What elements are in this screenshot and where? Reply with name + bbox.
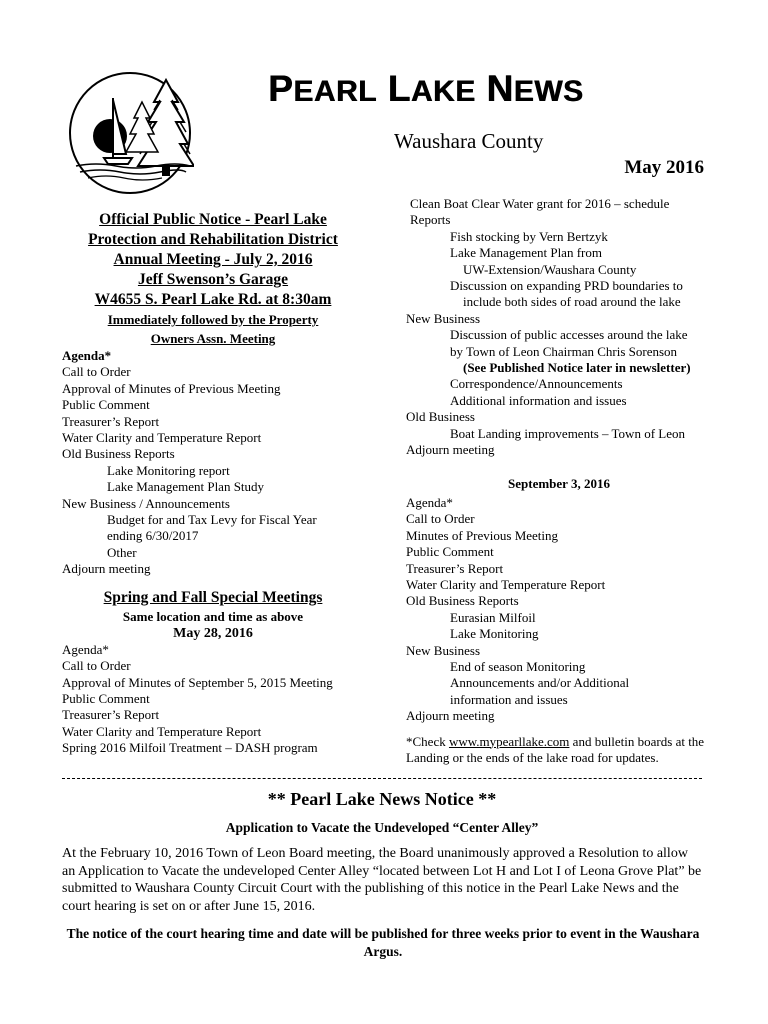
agenda-item: Fish stocking by Vern Bertzyk bbox=[450, 228, 608, 244]
notice-subtitle-line: Immediately followed by the Property bbox=[107, 312, 319, 327]
website-link[interactable]: www.mypearllake.com bbox=[448, 733, 570, 749]
agenda-item: Agenda* bbox=[62, 641, 109, 657]
title-letter: P bbox=[268, 68, 294, 109]
agenda-item: Public Comment bbox=[62, 690, 150, 706]
title-part: EARL bbox=[293, 75, 377, 108]
agenda-item: Treasurer’s Report bbox=[406, 560, 504, 576]
agenda-item: End of season Monitoring bbox=[450, 658, 586, 674]
agenda-item: Water Clarity and Temperature Report bbox=[406, 576, 606, 592]
agenda-item: Public Comment bbox=[62, 397, 150, 413]
agenda-item: Spring 2016 Milfoil Treatment – DASH program bbox=[62, 740, 318, 756]
title-letter: L bbox=[387, 68, 411, 109]
agenda-item: UW-Extension/Waushara County bbox=[463, 261, 637, 277]
agenda-item: ending 6/30/2017 bbox=[107, 528, 199, 544]
updates-note-prefix: *Check bbox=[406, 733, 449, 749]
news-notice-subtitle: Application to Vacate the Undeveloped “Center Alley” bbox=[225, 820, 539, 835]
special-meetings-title: Spring and Fall Special Meetings bbox=[103, 588, 323, 606]
agenda-item: Correspondence/Announcements bbox=[450, 376, 623, 392]
lake-logo-icon bbox=[66, 70, 194, 196]
agenda-item: Minutes of Previous Meeting bbox=[406, 527, 559, 543]
agenda-item: Adjourn meeting bbox=[62, 561, 151, 577]
agenda-item: Adjourn meeting bbox=[406, 708, 495, 724]
agenda-item: Eurasian Milfoil bbox=[450, 609, 536, 625]
may-agenda-continued bbox=[406, 196, 712, 459]
county-name: Waushara County bbox=[394, 129, 544, 153]
annual-meeting-agenda bbox=[62, 364, 364, 577]
agenda-item: Lake Management Plan Study bbox=[107, 479, 265, 495]
official-notice-title bbox=[62, 210, 364, 310]
right-column bbox=[406, 196, 712, 766]
agenda-item: include both sides of road around the lake bbox=[463, 294, 681, 310]
agenda-item: Call to Order bbox=[406, 511, 475, 527]
title-letter: N bbox=[486, 68, 514, 109]
agenda-item: Lake Management Plan from bbox=[450, 245, 602, 261]
left-column bbox=[62, 210, 364, 757]
agenda-item: Treasurer’s Report bbox=[62, 707, 160, 723]
newsletter-title bbox=[268, 68, 708, 110]
agenda-item: Other bbox=[107, 544, 137, 560]
agenda-item: Boat Landing improvements – Town of Leon bbox=[450, 425, 685, 441]
agenda-item: Lake Monitoring bbox=[450, 626, 539, 642]
title-part: EWS bbox=[513, 75, 584, 108]
agenda-item: by Town of Leon Chairman Chris Sorenson bbox=[450, 343, 678, 359]
agenda-item: Reports bbox=[410, 212, 451, 228]
agenda-item: Call to Order bbox=[62, 364, 131, 380]
special-meetings-subtitle: Same location and time as above bbox=[122, 608, 304, 624]
agenda-item: Discussion of public accesses around the lake bbox=[450, 327, 688, 343]
agenda-item: Agenda* bbox=[406, 494, 453, 510]
agenda-item: Approval of Minutes of September 5, 2015 Meeting bbox=[62, 674, 333, 690]
may-meeting-agenda bbox=[62, 642, 364, 757]
agenda-item: Water Clarity and Temperature Report bbox=[62, 430, 262, 446]
may-meeting-date: May 28, 2016 bbox=[173, 625, 253, 641]
agenda-item: Budget for and Tax Levy for Fiscal Year bbox=[107, 512, 317, 528]
notice-title-line: Protection and Rehabilitation District bbox=[88, 231, 338, 248]
news-notice-body: At the February 10, 2016 Town of Leon Board meeting, the Board unanimously approved a Resolution to allow an Application to Vacate the undeveloped Center Alley “located between Lot H and Lot I of Leona Grove Plat” be submitted to Waushara County Circuit Court with the publishing of this notice in the Pearl Lake News and the court hearing is set on or after June 15, 2016. bbox=[62, 846, 702, 914]
agenda-item: (See Published Notice later in newsletter) bbox=[463, 360, 691, 376]
notice-title-line: Annual Meeting - July 2, 2016 bbox=[113, 251, 313, 268]
news-notice-title: ** Pearl Lake News Notice ** bbox=[267, 789, 497, 809]
agenda-item: Water Clarity and Temperature Report bbox=[62, 723, 262, 739]
agenda-item: Treasurer’s Report bbox=[62, 413, 160, 429]
updates-note bbox=[406, 734, 712, 767]
issue-date: May 2016 bbox=[624, 157, 704, 178]
agenda-item: Discussion on expanding PRD boundaries to bbox=[450, 278, 683, 294]
agenda-item: Adjourn meeting bbox=[406, 442, 495, 458]
agenda-item: Clean Boat Clear Water grant for 2016 – schedule bbox=[410, 196, 670, 211]
agenda-item: Lake Monitoring report bbox=[107, 462, 230, 478]
title-part: AKE bbox=[410, 75, 476, 108]
agenda-item: information and issues bbox=[450, 691, 568, 707]
agenda-item: Announcements and/or Additional bbox=[450, 675, 630, 691]
agenda-item: Call to Order bbox=[62, 658, 131, 674]
agenda-item: New Business / Announcements bbox=[62, 495, 230, 511]
notice-title-line: W4655 S. Pearl Lake Rd. at 8:30am bbox=[94, 291, 332, 308]
agenda-item: Old Business Reports bbox=[62, 446, 175, 462]
notice-title-line: Official Public Notice - Pearl Lake bbox=[99, 211, 327, 228]
agenda-heading: Agenda* bbox=[62, 348, 112, 363]
agenda-item: Additional information and issues bbox=[450, 392, 627, 408]
agenda-item: Old Business bbox=[406, 409, 475, 425]
september-meeting-date: September 3, 2016 bbox=[508, 475, 610, 491]
agenda-item: New Business bbox=[406, 310, 481, 326]
agenda-item: New Business bbox=[406, 642, 481, 658]
agenda-item: Public Comment bbox=[406, 544, 494, 560]
section-divider bbox=[62, 778, 702, 779]
agenda-item: Approval of Minutes of Previous Meeting bbox=[62, 380, 281, 396]
notice-title-line: Jeff Swenson’s Garage bbox=[137, 271, 289, 288]
updates-note-suffix: and bulletin boards at the Landing or the ends of the lake road for updates. bbox=[406, 733, 705, 765]
agenda-item: Old Business Reports bbox=[406, 593, 519, 609]
news-notice-bold-note: The notice of the court hearing time and date will be published for three weeks prior to event in the Waushara Argus. bbox=[66, 926, 700, 959]
september-meeting-agenda bbox=[406, 495, 712, 725]
notice-subtitle-line: Owners Assn. Meeting bbox=[150, 331, 276, 346]
